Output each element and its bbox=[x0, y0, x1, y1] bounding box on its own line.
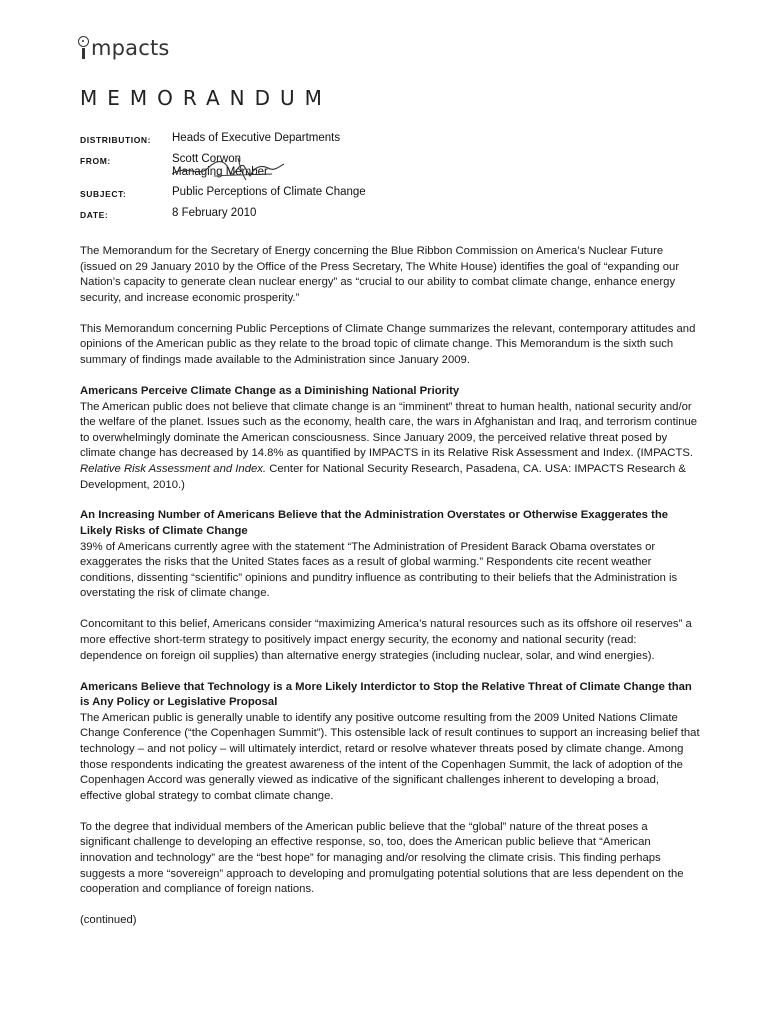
distribution-label: DISTRIBUTION: bbox=[80, 135, 152, 145]
from-label: FROM: bbox=[80, 156, 111, 166]
logo-text: mpacts bbox=[91, 36, 170, 60]
subject-value: Public Perceptions of Climate Change bbox=[172, 186, 366, 198]
intro-paragraph-1: The Memorandum for the Secretary of Energy concerning the Blue Ribbon Commission on America’s Nuclear Future (issued on 29 January 2010 by the Office of the Press Secretary, The White House) identifies the goal of “expanding our Nation’s capacity to generate clean nuclear energy” as “crucial to our ability to combat climate change, enhance energy security, and increase economic prosperity.” bbox=[80, 245, 680, 304]
section-3-heading: Americans Believe that Technology is a More Likely Interdictor to Stop the Relative Threat of Climate Change than is Any Policy or Legislative Proposal bbox=[80, 680, 692, 709]
from-name: Scott Corwon bbox=[172, 153, 242, 165]
date-label: DATE: bbox=[80, 210, 109, 220]
impacts-i-logo-icon bbox=[78, 36, 90, 60]
impacts-logo bbox=[78, 36, 170, 60]
section-2-text: 39% of Americans currently agree with the statement “The Administration of President Barack Obama overstates or exaggerates the risks that the United States faces as a result of global warming.” Respondents cite recent weather conditions, dissenting “scientific” opinions and punditry influence as contributing to their beliefs that the Administration is overstating the risk of climate change. bbox=[80, 540, 678, 600]
continued-note: (continued) bbox=[80, 914, 137, 927]
intro-paragraph-2: This Memorandum concerning Public Perceptions of Climate Change summarizes the relevant, contemporary attitudes and opinions of the American public as they relate to the broad topic of climate change. This Memorandum is the sixth such summary of findings made available to the Administration since January 2009. bbox=[80, 322, 696, 366]
from-title: Managing Member bbox=[172, 166, 268, 178]
section-1-citation-title: Relative Risk Assessment and Index. bbox=[80, 462, 267, 475]
distribution-value: Heads of Executive Departments bbox=[172, 132, 341, 144]
section-1-text: The American public does not believe that climate change is an “imminent” threat to human health, national security and/or the welfare of the planet. Issues such as the economy, health care, the wars in Afghanistan and Iraq, and terrorism continue to overwhelmingly dominate the American consciousness. Since January 2009, the perceived relative threat posed by climate change has decreased by 14.8% as quantified by IMPACTS in its Relative Risk Assessment and Index. (IMPACTS. Relative Risk Assessment and Index. Center for National Security Research, Pasadena, CA. USA: IMPACTS Research & Development, 2010.) bbox=[80, 400, 698, 491]
section-1-heading: Americans Perceive Climate Change as a Diminishing National Priority bbox=[80, 384, 460, 397]
section-3-text: The American public is generally unable to identify any positive outcome resulting from the 2009 United Nations Climate Change Conference (“the Copenhagen Summit”). This ostensible lack of result continues to support an increasing belief that technology – and not policy – will ultimately interdict, retard or resolve whatever threats posed by climate change. Among those respondents indicating the greatest awareness of the intent of the Copenhagen Summit, the lack of adoption of the Copenhagen Accord was generally viewed as indicative of the significant challenges inherent to developing a broad, effective global strategy to combat climate change. bbox=[80, 711, 700, 802]
handwritten-signature bbox=[168, 154, 288, 184]
date-value: 8 February 2010 bbox=[172, 207, 257, 219]
memo-title: MEMORANDUM bbox=[80, 86, 332, 110]
section-2-text-2: Concomitant to this belief, Americans consider “maximizing America’s natural resources such as its offshore oil reserves” a more effective short-term strategy to positively impact energy security, the economy and national security (read: dependence on foreign oil supplies) than alternative energy strategies (including nuclear, solar, and wind energies). bbox=[80, 618, 692, 662]
section-2-heading: An Increasing Number of Americans Believe that the Administration Overstates or Otherwise Exaggerates the Likely Risks of Climate Change bbox=[80, 509, 669, 538]
subject-label: SUBJECT: bbox=[80, 189, 127, 199]
memo-body bbox=[80, 244, 700, 944]
section-3-text-2: To the degree that individual members of the American public believe that the “global” nature of the threat poses a significant challenge to developing an effective response, so, too, does the American public believe that “American innovation and technology” are the “best hope” for managing and/or resolving the climate crisis. This finding perhaps suggests a more “sovereign” approach to developing and promulgating potential solutions that are less dependent on the cooperation and compliance of foreign nations. bbox=[80, 820, 684, 896]
